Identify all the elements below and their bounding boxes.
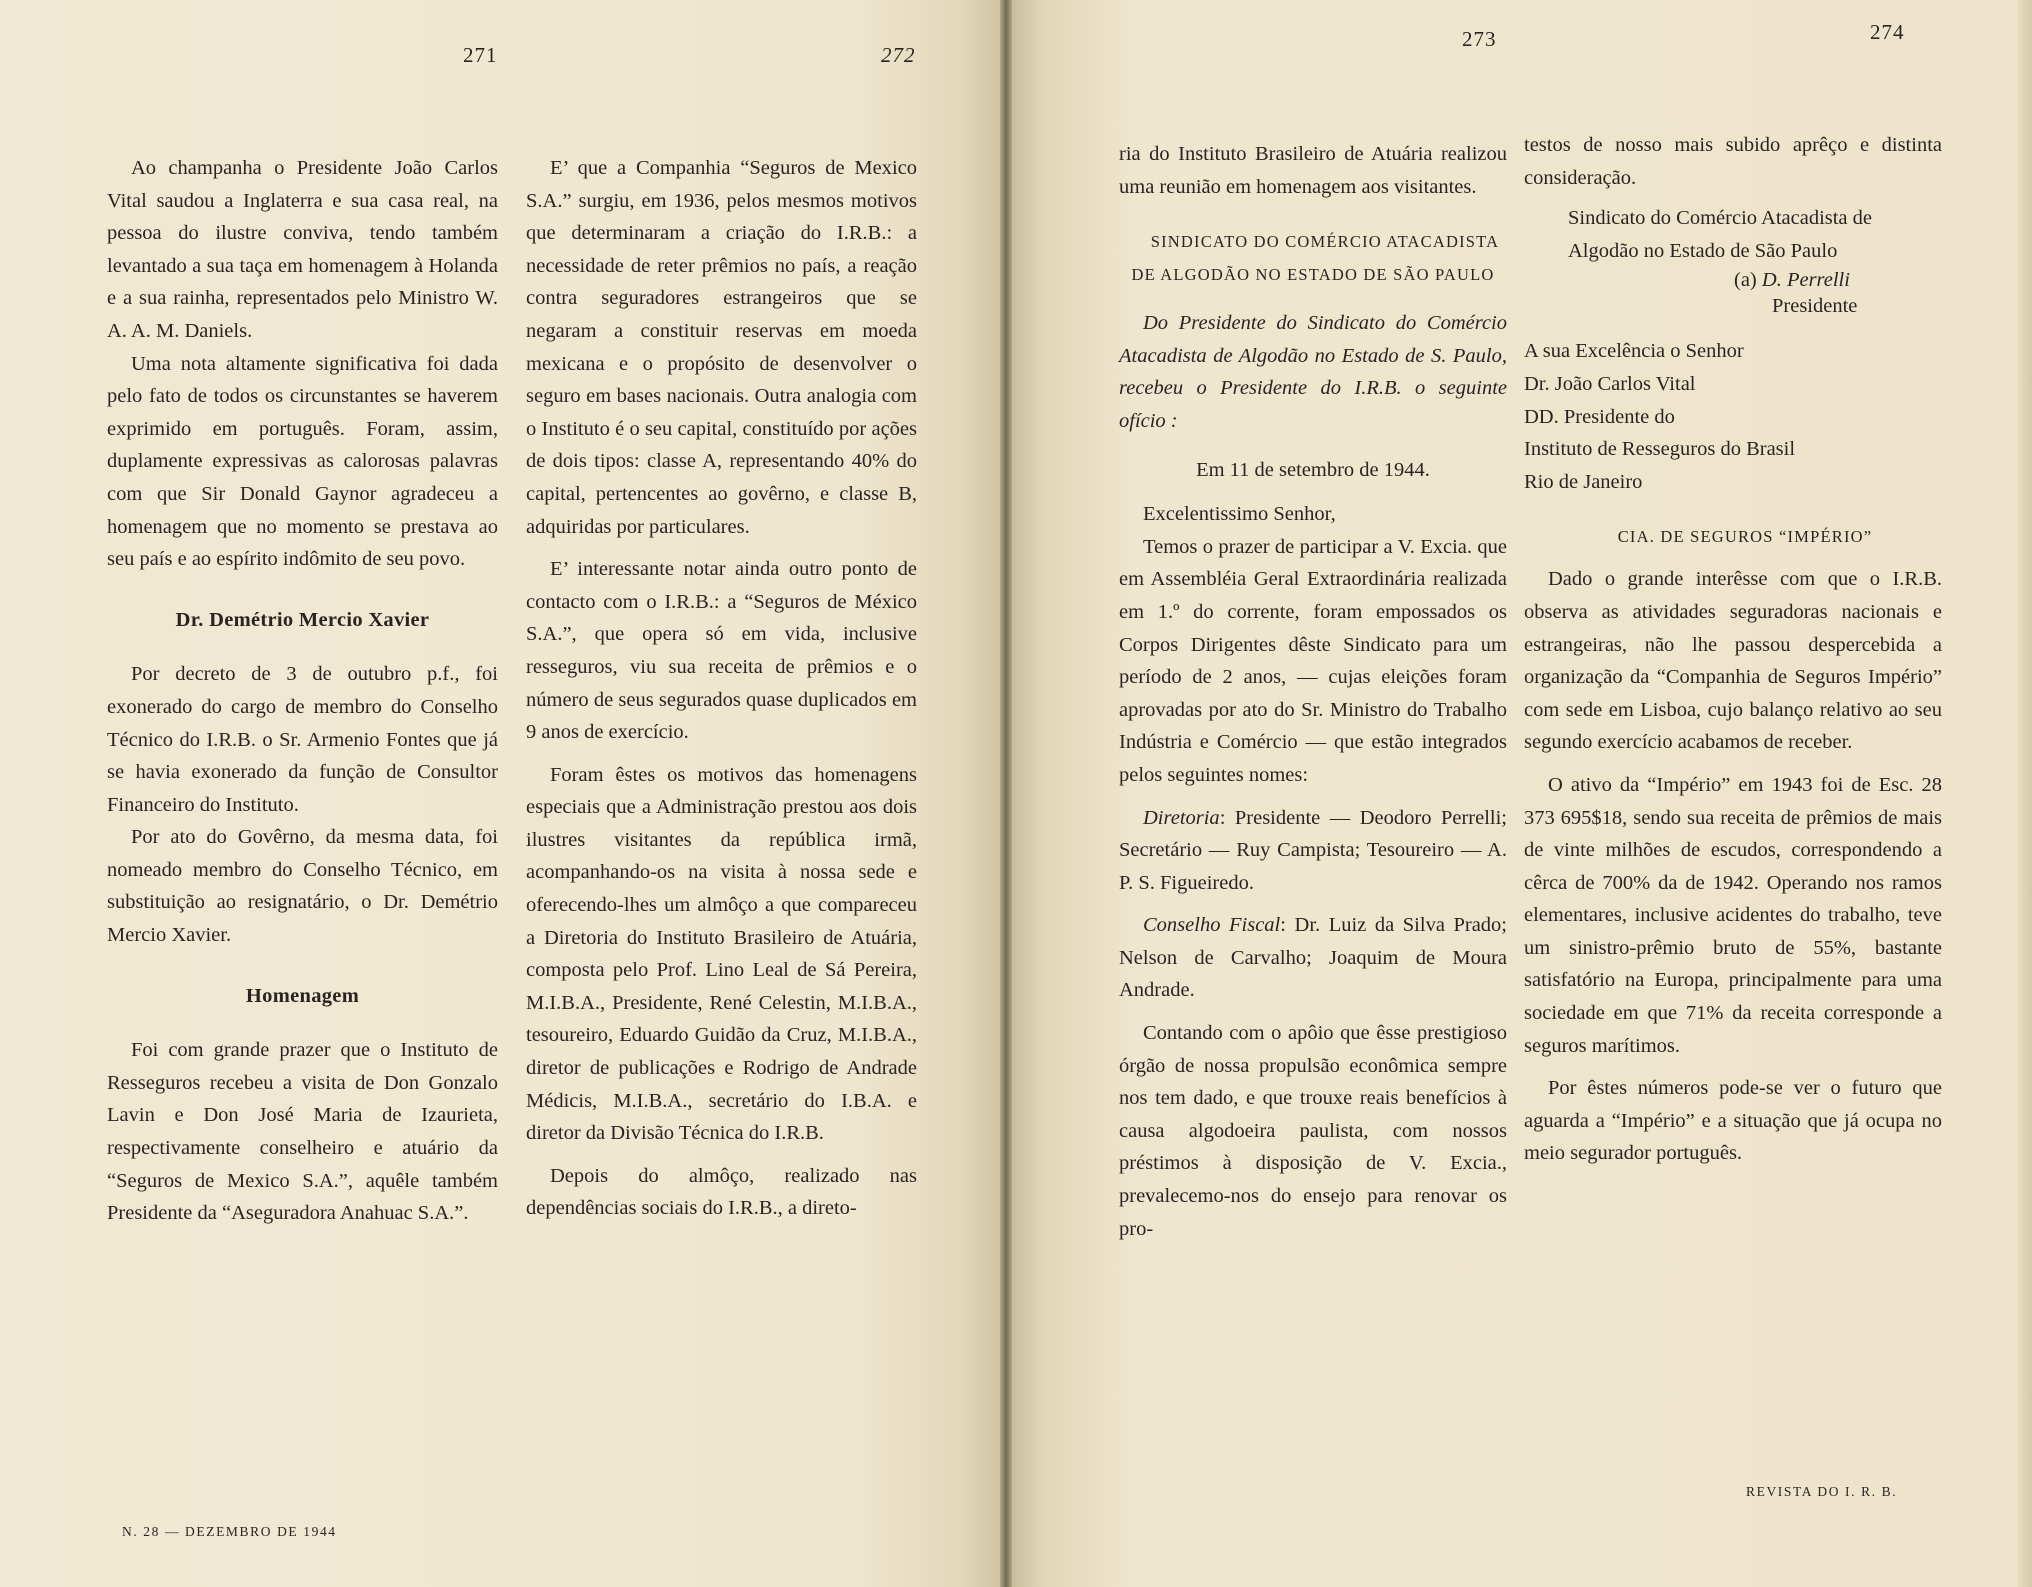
signature-title: Presidente — [1772, 295, 1858, 318]
paragraph: ria do Instituto Brasileiro de Atuária realizou uma reunião em homenagem aos visitantes. — [1119, 143, 1507, 198]
paragraph: Foram êstes os motivos das homenagens especiais que a Administração prestou aos dois ilustres visitantes da república irmã, acompanhando-os na visita à nossa sede e oferecendo-lhes um almôço a que compareceu a Diretoria do Instituto Brasileiro de Atuária, composta pelo Prof. Lino Leal de Sá Pereira, M.I.B.A., Presidente, René Celestin, M.I.B.A., tesoureiro, Eduardo Guidão da Cruz, M.I.B.A., diretor de publicações e Rodrigo de Andrade Médicis, M.I.B.A., secretário do I.B.A. e diretor da Divisão Técnica do I.R.B. — [526, 763, 917, 1145]
paragraph: Dado o grande interêsse com que o I.R.B. observa as atividades seguradoras nacionais e estrangeiras, não lhe passou despercebida a organização da “Companhia de Seguros Império” com sede em Lisboa, cujo balanço relativo ao seu segundo exercício acabamos de receber. — [1524, 568, 1942, 754]
paragraph-conselho — [1119, 909, 1507, 1007]
left-page — [0, 0, 1000, 1587]
paragraph: Por êstes números pode-se ver o futuro que aguarda a “Império” e a situação que já ocupa no meio segurador português. — [1524, 1077, 1942, 1165]
paragraph: Ao champanha o Presidente João Carlos Vital saudou a Inglaterra e sua casa real, na pessoa do ilustre conviva, tendo também levantado a sua taça em homenagem à Holanda e a sua rainha, representados pelo Ministro W. A. A. M. Daniels. — [107, 157, 498, 342]
diretoria-label: Diretoria — [1143, 806, 1220, 829]
address-line: A sua Excelência o Senhor — [1524, 340, 1744, 363]
column-273 — [1119, 138, 1507, 1245]
signature-prefix: (a) — [1734, 269, 1762, 292]
paragraph: Uma nota altamente significativa foi dada pelo fato de todos os circunstantes se haverem exprimido em português. Foram, assim, duplamente expressivas as calorosas palavras com que Sir Donald Gaynor agradeceu a homenagem que no momento se prestava ao seu país e ao espírito indômito de seu povo. — [107, 352, 498, 571]
letter-salutation: Excelentissimo Senhor, — [1143, 503, 1336, 526]
address-line: Rio de Janeiro — [1524, 470, 1643, 493]
page-number-274: 274 — [1870, 20, 1905, 44]
section-heading-sindicato: SINDICATO DO COMÉRCIO ATACADISTA DE ALGODÃO NO ESTADO DE SÃO PAULO — [1131, 232, 1500, 285]
letter-date: Em 11 de setembro de 1944. — [1196, 458, 1430, 481]
paragraph: Temos o prazer de participar a V. Excia. que em Assembléia Geral Extraordinária realizada em 1.º do corrente, foram empossados os Corpos Dirigentes dêste Sindicato para um período de 2 anos, — cujas eleições foram aprovadas por ato do Sr. Ministro do Trabalho Indústria e Comércio — que estão integrados pelos seguintes nomes: — [1119, 535, 1507, 786]
column-271 — [107, 152, 498, 1230]
paragraph: Foi com grande prazer que o Instituto de Resseguros recebeu a visita de Don Gonzalo Lavin e Don José Maria de Izaurieta, respectivamente conselheiro e atuário da “Seguros de Mexico S.A.”, aquêle também Presidente da “Aseguradora Anahuac S.A.”. — [107, 1039, 498, 1225]
diretoria-text: : Presidente — Deodoro Perrelli; Secretário — Ruy Campista; Tesoureiro — A. P. S. Figueiredo. — [1119, 806, 1507, 894]
italic-intro: Do Presidente do Sindicato do Comércio Atacadista de Algodão no Estado de S. Paulo, recebeu o Presidente do I.R.B. o seguinte ofício : — [1119, 312, 1507, 432]
paragraph: E’ interessante notar ainda outro ponto de contacto com o I.R.B.: a “Seguros de México S.A.”, que opera só em vida, inclusive resseguros, viu sua receita de prêmios e o número de seus segurados quase duplicados em 9 anos de exercício. — [526, 558, 917, 744]
page-number-273: 273 — [1462, 27, 1497, 51]
paragraph: Por decreto de 3 de outubro p.f., foi exonerado do cargo de membro do Conselho Técnico do I.R.B. o Sr. Armenio Fontes que já se havia exonerado da função de Consultor Financeiro do Instituto. — [107, 663, 498, 816]
column-272 — [526, 152, 917, 1225]
paragraph-diretoria — [1119, 802, 1507, 900]
page-number-271: 271 — [463, 43, 498, 67]
signature-org: Sindicato do Comércio Atacadista de Algodão no Estado de São Paulo — [1568, 207, 1873, 262]
address-line: Instituto de Resseguros do Brasil — [1524, 438, 1796, 461]
footer-journal: REVISTA DO I. R. B. — [1746, 1484, 1898, 1499]
column-274 — [1524, 129, 1942, 1170]
page-edge — [2018, 0, 2032, 1587]
paragraph: Por ato do Govêrno, da mesma data, foi nomeado membro do Conselho Técnico, em substituição ao resignatário, o Dr. Demétrio Mercio Xavier. — [107, 826, 498, 947]
address-line: Dr. João Carlos Vital — [1524, 372, 1696, 395]
address-line: DD. Presidente do — [1524, 405, 1675, 428]
section-heading-imperio: CIA. DE SEGUROS “IMPÉRIO” — [1617, 527, 1873, 547]
right-page — [1012, 0, 2032, 1587]
paragraph: Depois do almôço, realizado nas dependências sociais do I.R.B., a direto- — [526, 1164, 917, 1220]
signature-line — [1734, 267, 1942, 293]
section-heading: Dr. Demétrio Mercio Xavier — [175, 608, 430, 631]
conselho-label: Conselho Fiscal — [1143, 914, 1281, 937]
paragraph: Contando com o apôio que êsse prestigioso órgão de nossa propulsão econômica sempre nos tem dado, e que trouxe reais benefícios à causa algodoeira paulista, com nossos préstimos à disposição de V. Excia., prevalecemo-nos do ensejo para renovar os pro- — [1119, 1022, 1507, 1240]
book-gutter — [1000, 0, 1012, 1587]
paragraph: O ativo da “Império” em 1943 foi de Esc. 28 373 695$18, sendo sua receita de prêmios de mais de vinte milhões de escudos, correspondendo a cêrca de 700% da de 1942. Operando nos ramos elementares, inclusive acidentes do trabalho, teve um sinistro-prêmio bruto de 55%, bastante satisfatório na Europa, principalmente para uma sociedade em que 71% da receita corresponde a seguros marítimos. — [1524, 773, 1942, 1057]
section-heading: Homenagem — [245, 984, 360, 1007]
page-number-272: 272 — [881, 43, 916, 67]
paragraph: testos de nosso mais subido aprêço e distinta consideração. — [1524, 134, 1942, 189]
paragraph: E’ que a Companhia “Seguros de Mexico S.A.” surgiu, em 1936, pelos mesmos motivos que determinaram a criação do I.R.B.: a necessidade de reter prêmios no país, a reação contra seguradores estrangeiros que se negaram a constituir reservas em moeda mexicana e o propósito de desenvolver o seguro em bases nacionais. Outra analogia com o Instituto é o seu capital, constituído por ações de dois tipos: classe A, representando 40% do capital, pertencentes ao govêrno, e classe B, adquiridas por particulares. — [526, 157, 917, 538]
footer-issue: N. 28 — DEZEMBRO DE 1944 — [122, 1524, 337, 1539]
conselho-text: : Dr. Luiz da Silva Prado; Nelson de Carvalho; Joaquim de Moura Andrade. — [1119, 914, 1508, 1002]
signature-name: D. Perrelli — [1761, 269, 1850, 292]
